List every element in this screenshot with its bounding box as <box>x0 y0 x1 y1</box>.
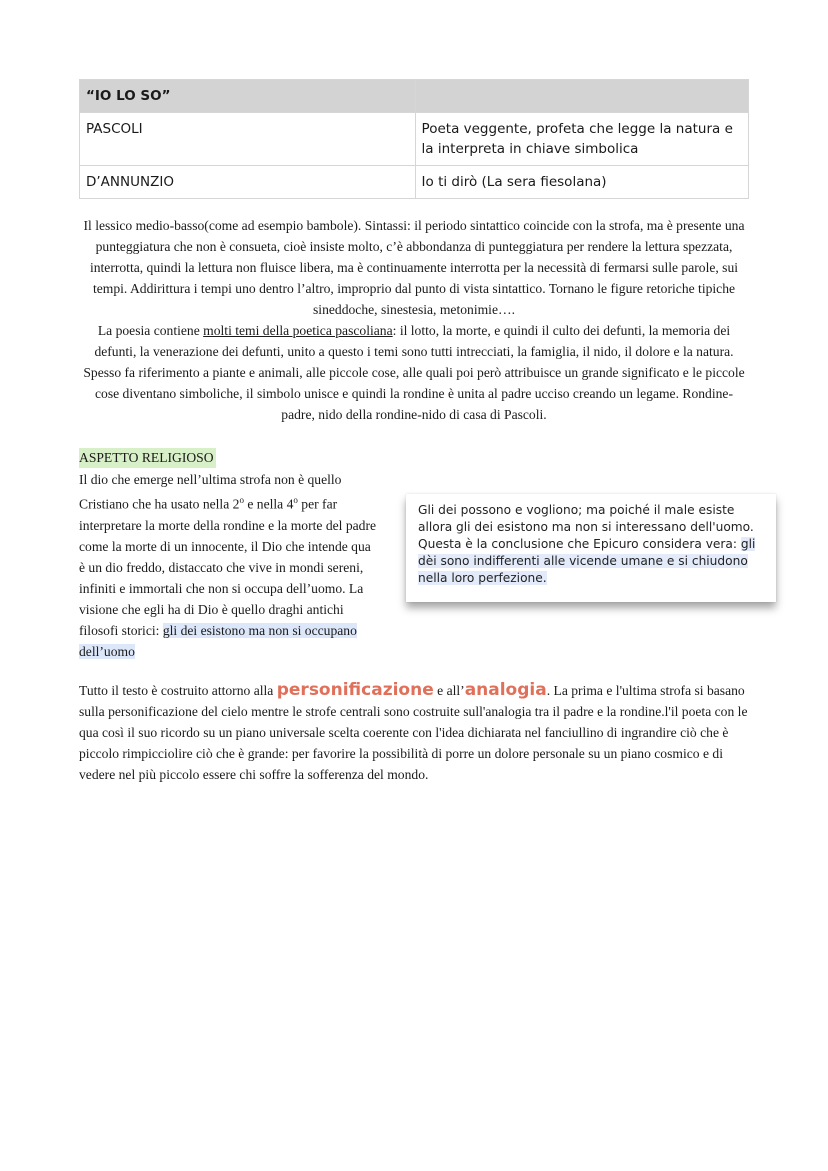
religioso-paragraph <box>79 469 379 662</box>
table-cell-author: PASCOLI <box>80 113 416 166</box>
comparison-table <box>79 79 749 199</box>
keyword-personificazione: personificazione <box>276 680 434 700</box>
table-header-cell <box>415 80 748 113</box>
temi-text-pre: La poesia contiene <box>97 323 204 338</box>
ordinal-sup: o <box>239 495 244 505</box>
religioso-text-1: Il dio che emerge nell’ultima strofa non è quello Cristiano che ha usato nella 2 <box>79 472 342 512</box>
intro-paragraph <box>79 215 749 425</box>
table-row <box>80 113 749 166</box>
section-heading-religioso: ASPETTO RELIGIOSO <box>79 448 216 468</box>
ordinal-sup: o <box>293 495 298 505</box>
table-header-row <box>80 80 749 113</box>
quote-text: Gli dei possono e vogliono; ma poiché il male esiste allora gli dei esistono ma non si interessano dell'uomo. Questa è la conclusione che Epicuro considera vera: <box>418 503 754 551</box>
analysis-text-pre: Tutto il testo è costruito attorno alla <box>79 683 277 698</box>
lessico-text: Il lessico medio-basso(come ad esempio bambole). Sintassi: il periodo sintattico coincide con la strofa, ma è presente una punteggiatura che non è consueta, cioè insiste molto, c’è abbondanza di punteggiatura per rendere la lettura spezzata, interrotta, quindi la lettura non fluisce libera, ma è continuamente interrotta per la necessità di fermarsi sulle parole, sui tempi. Addirittura i tempi uno dentro l’altro, improprio dal punto di vista sintattico. Tornano le figure retoriche tipiche sineddoche, sinestesia, metonimie…. <box>83 218 745 317</box>
analysis-text-post: . La prima e l'ultima strofa si basano sulla personificazione del cielo mentre le strofe centrali sono costruite sull'analogia tra il padre e la rondine.l'il poeta con le qua così il suo ricordo su un piano universale scelta coerente con l'idea dichiarata nel fanciullino di ingrandire ciò che è piccolo rimpicciolire ciò che è grande: per favorire la possibilità di porre un dolore personale su un piano cosmico e di vedere nel più piccolo essere chi soffre la sofferenza del mondo. <box>79 683 748 782</box>
quote-card <box>406 494 776 602</box>
temi-text-post: : il lotto, la morte, e quindi il culto dei defunti, la memoria dei defunti, la venerazione dei defunti, unito a questo i temi sono tutti intrecciati, la famiglia, il nido, il dolore e la natura. Spesso fa riferimento a piante e animali, alle piccole cose, alle quali poi però attribuisce un grande significato e le piccole cose diventano simboliche, il simbolo unisce e quindi la rondine è unita al padre ucciso creando un legame. Rondine-padre, nido della rondine-nido di casa di Pascoli. <box>83 323 745 422</box>
table-cell-description: Io ti dirò (La sera fiesolana) <box>415 166 748 199</box>
religioso-text-2: e nella 4 <box>243 496 294 512</box>
religioso-highlight: gli dei esistono ma non si occupano dell’uomo <box>79 622 357 659</box>
quote-highlight: gli dèi sono indifferenti alle vicende umane e si chiudono nella loro perfezione. <box>418 537 756 585</box>
analysis-paragraph <box>79 680 751 785</box>
analysis-text-mid: e all’ <box>433 683 465 698</box>
religioso-text-3: per far interpretare la morte della rondine e la morte del padre come la morte di un innocente, il Dio che intende qua è un dio freddo, distaccato che vive in mondi sereni, infiniti e immortali che non si occupa dell’uomo. La visione che egli ha di Dio è quello draghi antichi filosofi storici: <box>79 496 377 638</box>
table-cell-author: D’ANNUNZIO <box>80 166 416 199</box>
temi-underlined: molti temi della poetica pascoliana <box>203 323 393 338</box>
table-cell-description: Poeta veggente, profeta che legge la natura e la interpreta in chiave simbolica <box>415 113 748 166</box>
table-header-cell: “IO LO SO” <box>80 80 416 113</box>
keyword-analogia: analogia <box>464 680 547 700</box>
table-row <box>80 166 749 199</box>
